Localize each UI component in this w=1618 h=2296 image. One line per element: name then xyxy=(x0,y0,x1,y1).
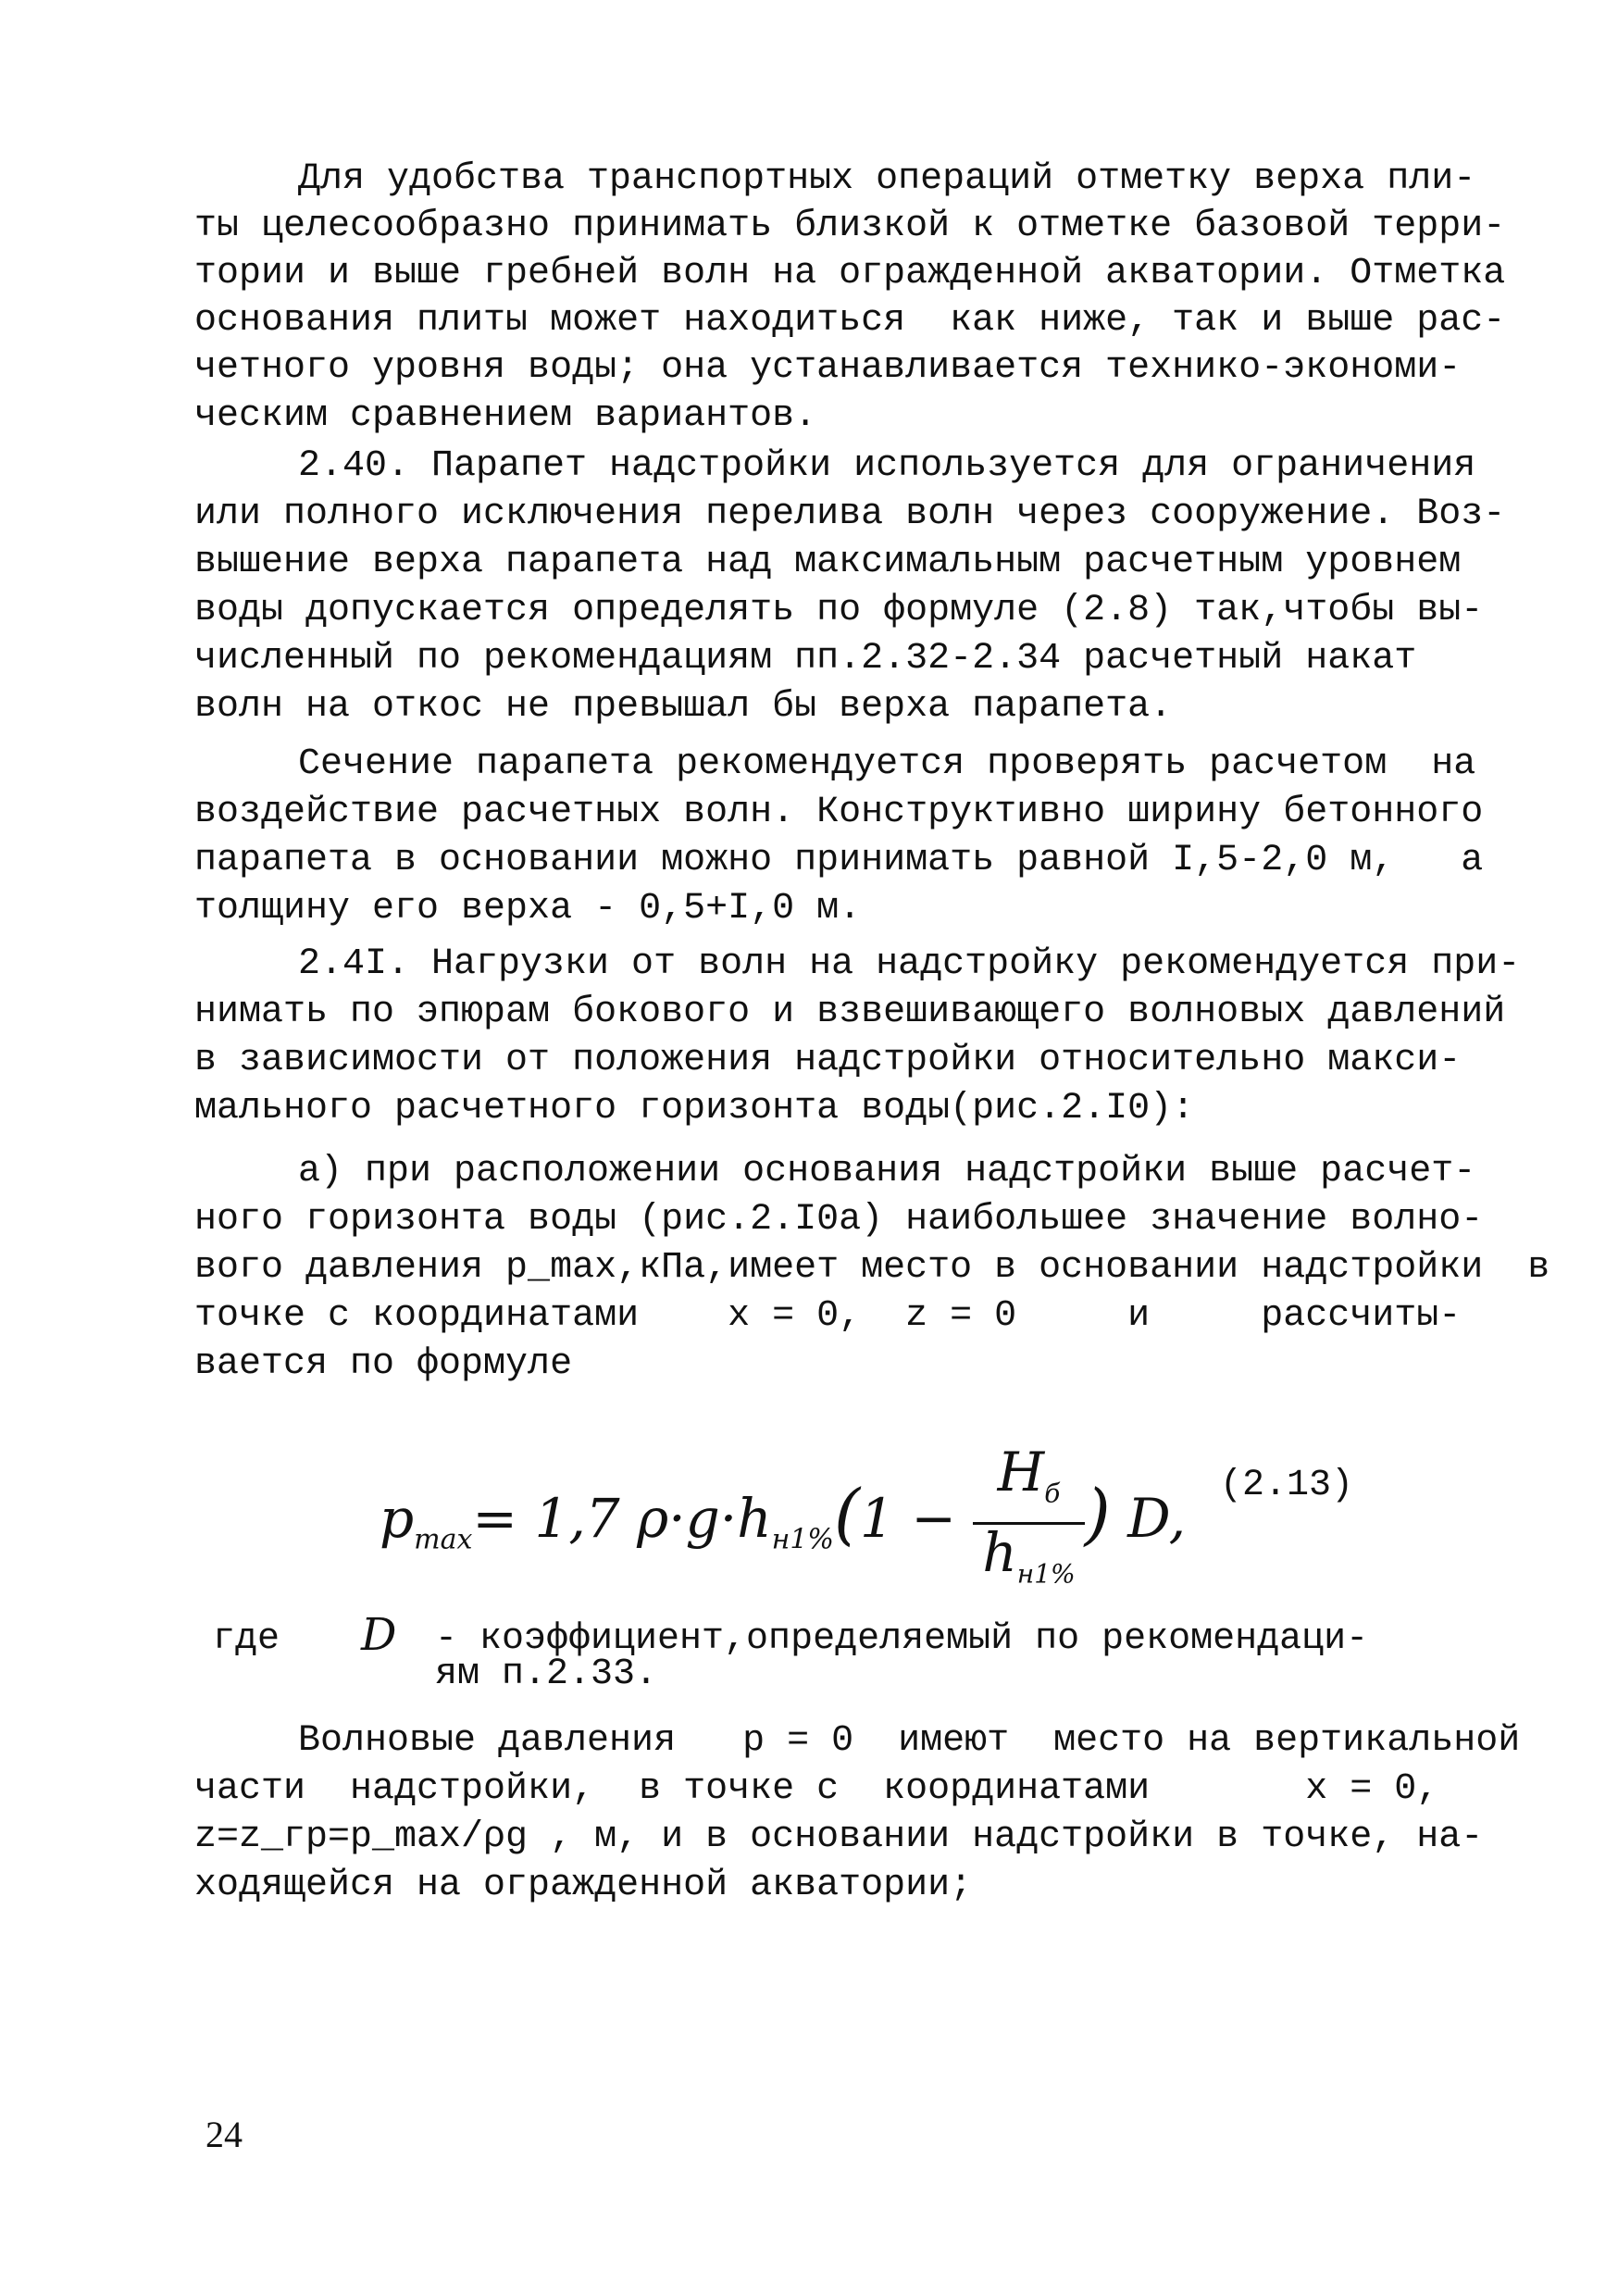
formula-coef: = 1,7 ρ·g·h xyxy=(472,1487,772,1551)
equation-number: (2.13) xyxy=(1220,1465,1354,1506)
formula-den-sub: н1% xyxy=(1016,1558,1076,1590)
p1-line-6: ческим сравнением вариантов. xyxy=(194,395,817,437)
formula-num-sub: б xyxy=(1044,1478,1061,1509)
p1-line-4: основания плиты может находиться как ниже, так и выше рас- xyxy=(194,300,1506,342)
p1-line-5: четного уровня воды; она устанавливается технико-экономи- xyxy=(194,347,1462,389)
p5-line-4: точке с координатами x = 0, z = 0 и рассчиты- xyxy=(194,1295,1462,1337)
p2-line-4: воды допускается определять по формуле (2.8) так,чтобы вы- xyxy=(194,590,1484,631)
p5-line-3: вого давления p_max,кПа,имеет место в основании надстройки в xyxy=(194,1247,1550,1289)
formula-den: h xyxy=(982,1520,1017,1584)
formula-lhs-sub: max xyxy=(414,1523,473,1556)
where-line-2: ям п.2.33. xyxy=(435,1653,658,1695)
p1-line-1: Для удобства транспортных операций отметку верха пли- xyxy=(298,158,1476,200)
p6-line-3: z=z_гр=p_max/ρg , м, и в основании надстройки в точке, на- xyxy=(194,1816,1484,1858)
where-label: где xyxy=(213,1618,280,1660)
p2-line-5: численный по рекомендациям пп.2.32-2.34 расчетный накат xyxy=(194,638,1417,680)
p1-line-3: тории и выше гребней волн на огражденной акватории. Отметка xyxy=(194,253,1506,294)
p4-line-1: 2.4I. Нагрузки от волн на надстройку рекомендуется при- xyxy=(298,943,1521,985)
p2-line-3: вышение верха парапета над максимальным расчетным уровнем xyxy=(194,542,1462,583)
p3-line-2: воздействие расчетных волн. Конструктивно ширину бетонного xyxy=(194,792,1484,833)
p6-line-4: ходящейся на огражденной акватории; xyxy=(194,1865,973,1906)
p1-line-2: ты целесообразно принимать близкой к отметке базовой терри- xyxy=(194,206,1506,247)
p5-line-1: а) при расположении основания надстройки выше расчет- xyxy=(298,1151,1476,1192)
p2-line-2: или полного исключения перелива волн через сооружение. Воз- xyxy=(194,493,1506,535)
p6-line-1: Волновые давления p = 0 имеют место на вертикальной xyxy=(298,1720,1521,1762)
formula-2-13: $p_{max}= 1,7$ $\rho\cdot g\cdot h_{н1\%}(1$ − $H_б$ $h_{н1\%}$ ) D, xyxy=(380,1444,1186,1602)
p6-line-2: части надстройки, в точке с координатами x = 0, xyxy=(194,1768,1439,1810)
p3-line-4: толщину его верха - 0,5+I,0 м. xyxy=(194,888,862,930)
where-symbol: D xyxy=(361,1609,397,1661)
p4-line-4: мального расчетного горизонта воды(рис.2.I0): xyxy=(194,1088,1195,1129)
p2-line-1: 2.40. Парапет надстройки используется для ограничения xyxy=(298,445,1476,487)
formula-lhs: p xyxy=(380,1487,415,1551)
formula-num: H xyxy=(997,1441,1045,1504)
p4-line-3: в зависимости от положения надстройки относительно макси- xyxy=(194,1040,1462,1081)
p4-line-2: нимать по эпюрам бокового и взвешивающего волновых давлений xyxy=(194,992,1506,1033)
p3-line-3: парапета в основании можно принимать равной I,5-2,0 м, а xyxy=(194,840,1484,881)
page-number: 24 xyxy=(205,2114,243,2155)
formula-tail: D, xyxy=(1127,1487,1187,1551)
p5-line-2: ного горизонта воды (рис.2.I0а) наибольшее значение волно- xyxy=(194,1199,1484,1241)
formula-coef-sub: н1% xyxy=(771,1523,834,1556)
formula-fraction xyxy=(973,1441,1084,1602)
where-line-1: - коэффициент,определяемый по рекомендаци- xyxy=(435,1618,1369,1660)
p3-line-1: Сечение парапета рекомендуется проверять расчетом на xyxy=(298,743,1476,785)
p5-line-5: вается по формуле xyxy=(194,1343,573,1385)
p2-line-6: волн на откос не превышал бы верха парапета. xyxy=(194,686,1173,728)
